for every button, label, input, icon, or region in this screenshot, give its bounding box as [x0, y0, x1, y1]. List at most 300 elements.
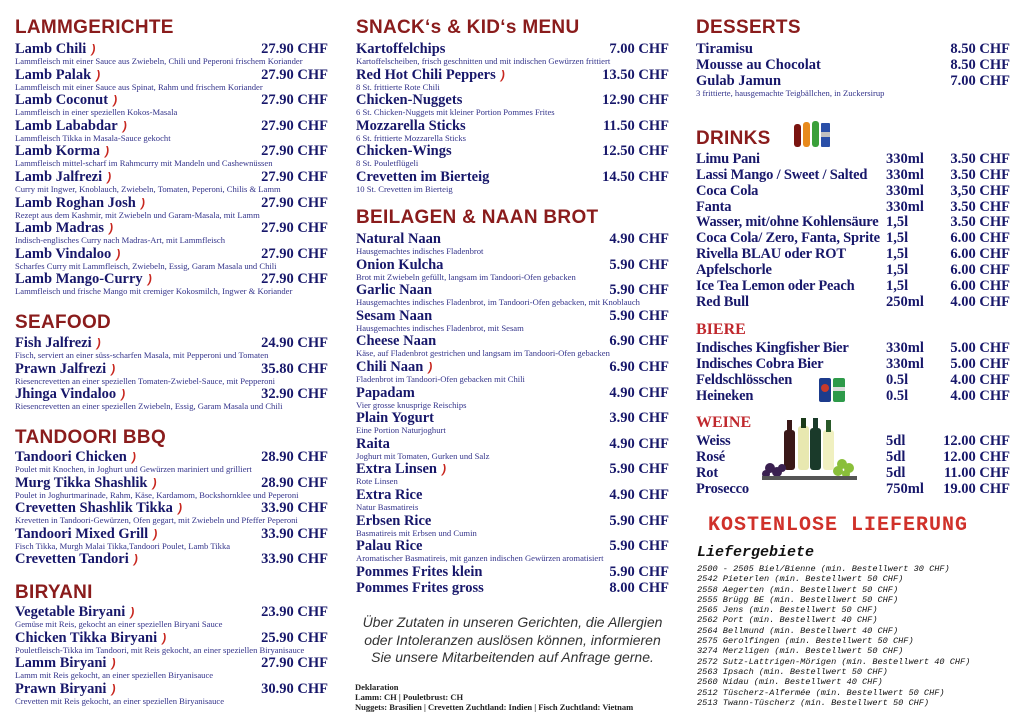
item-description: 6 St. frittierte Mozzarella Sticks — [356, 132, 467, 143]
item-price: 8.50 CHF — [950, 57, 1010, 73]
drink-volume: 330ml — [886, 166, 924, 183]
menu-item — [15, 526, 328, 552]
item-price: 5.90 CHF — [609, 538, 669, 555]
drink-price: 4.00 CHF — [950, 293, 1010, 310]
heading-weine: WEINE — [696, 414, 752, 431]
item-description: Pouletfleisch-Tikka im Tandoori, mit Reis gekocht, an einer speziellen Biryanisauce — [15, 644, 305, 655]
item-price: 25.90 CHF — [261, 629, 328, 646]
item-name-text: Chicken-Wings — [356, 143, 452, 160]
drink-item — [696, 294, 1010, 310]
chili-icon: ) — [111, 656, 116, 671]
item-price: 30.90 CHF — [261, 680, 328, 697]
item-name-text: Lamb Roghan Josh — [15, 194, 136, 211]
item-description: Fladenbrot im Tandoori-Ofen gebacken mit Chili — [356, 373, 525, 384]
item-name-text: Chili Naan — [356, 358, 424, 375]
menu-item — [356, 118, 669, 144]
drink-price: 4.00 CHF — [950, 371, 1010, 388]
drink-name: Apfelschorle — [696, 261, 772, 278]
item-description: Lammfleisch mit einer Sauce aus Spinat, Rahm und frischem Koriander — [15, 81, 263, 92]
item-description: Kartoffelscheiben, frisch geschnitten und mit indischen Gewürzen frittiert — [356, 56, 611, 66]
drink-name: Prosecco — [696, 480, 749, 497]
item-price: 35.80 CHF — [261, 360, 328, 377]
item-price: 32.90 CHF — [261, 386, 328, 403]
drink-name: Rot — [696, 464, 718, 481]
menu-item — [356, 257, 669, 283]
drink-price: 4.00 CHF — [950, 387, 1010, 404]
item-price: 4.90 CHF — [609, 231, 669, 247]
item-price: 33.90 CHF — [261, 525, 328, 542]
item-name-text: Lamb Lababdar — [15, 117, 118, 134]
chili-icon: ) — [96, 336, 101, 350]
drink-item — [696, 388, 1010, 404]
list-biryani — [15, 604, 328, 706]
menu-item — [696, 41, 1010, 57]
chili-icon: ) — [116, 246, 121, 261]
item-name-text: Pommes Frites gross — [356, 579, 484, 596]
chili-icon: ) — [111, 361, 116, 376]
drink-volume: 330ml — [886, 355, 924, 372]
item-description: Hausgemachtes indisches Fladenbrot, im Tandoori-Ofen gebacken, mit Knoblauch — [356, 297, 640, 308]
chili-icon: ) — [152, 475, 157, 490]
drink-name: Indisches Kingfisher Bier — [696, 340, 849, 356]
item-name-text: Garlic Naan — [356, 282, 433, 299]
item-description: Fisch, serviert an einer süss-scharfen Masala, mit Pepperoni und Tomaten — [15, 350, 269, 360]
item-name-text: Lamb Palak — [15, 66, 92, 83]
item-name-text: Pommes Frites klein — [356, 563, 483, 580]
item-name-text: Lamb Vindaloo — [15, 245, 112, 262]
menu-item — [15, 41, 328, 67]
item-price: 7.00 CHF — [950, 73, 1010, 89]
chili-icon: ) — [133, 552, 138, 567]
drink-price: 5.00 CHF — [950, 340, 1010, 356]
drink-item — [696, 262, 1010, 278]
chili-icon: ) — [104, 144, 109, 159]
menu-item — [356, 231, 669, 257]
drink-item — [696, 278, 1010, 294]
menu-item — [356, 308, 669, 334]
delivery-area: 3274 Merzligen (min. Bestellwert 50 CHF) — [697, 646, 904, 657]
item-description: Curry mit Ingwer, Knoblauch, Zwiebeln, Tomaten, Peperoni, Chilis & Lamm — [15, 183, 281, 194]
item-price: 4.90 CHF — [609, 384, 669, 401]
delivery-area: 2572 Sutz-Lattrigen-Mörigen (min. Bestellwert 40 CHF) — [697, 656, 971, 667]
drink-name: Fanta — [696, 198, 732, 215]
item-price: 8.50 CHF — [950, 41, 1010, 57]
item-description: Riesencrevetten an einer speziellen Zwiebeln, Essig, Garam Masala und Chili — [15, 401, 283, 412]
delivery-area: 2560 Nidau (min. Bestellwert 40 CHF) — [697, 677, 883, 688]
item-name-text: Lamb Coconut — [15, 92, 109, 109]
drink-volume: 330ml — [886, 198, 924, 215]
item-name-text: Lamb Korma — [15, 143, 100, 160]
drink-volume: 750ml — [886, 480, 924, 497]
chili-icon: ) — [162, 630, 167, 645]
chili-icon: ) — [441, 462, 446, 477]
delivery-area: 2563 Ipsach (min. Bestellwert 50 CHF) — [697, 666, 888, 677]
chili-icon: ) — [153, 526, 158, 541]
drink-price: 5.00 CHF — [950, 355, 1010, 372]
item-price: 27.90 CHF — [261, 143, 328, 160]
item-price: 27.90 CHF — [261, 92, 328, 109]
item-description: Krevetten in Tandoori-Gewürzen, Ofen gegart, mit Zwiebeln und Pfeffer Peperoni — [15, 515, 298, 526]
item-price: 12.90 CHF — [602, 92, 669, 109]
item-price: 27.90 CHF — [261, 220, 328, 237]
menu-item — [356, 143, 669, 169]
chili-icon: ) — [113, 93, 118, 108]
list-tandoori — [15, 449, 328, 567]
item-description: Scharfes Curry mit Lammfleisch, Zwiebeln, Essig, Garam Masala und Chili — [15, 260, 277, 271]
item-name-text: Lamb Madras — [15, 220, 105, 237]
menu-item — [356, 410, 669, 436]
drink-item — [696, 214, 1010, 230]
menu-item — [15, 630, 328, 656]
drink-item — [696, 167, 1010, 183]
item-price: 14.50 CHF — [602, 168, 669, 185]
item-name-text: Erbsen Rice — [356, 512, 432, 529]
delivery-area: 2555 Brügg BE (min. Bestellwert 50 CHF) — [697, 594, 899, 605]
drink-price: 3,50 CHF — [950, 182, 1010, 199]
item-price: 5.90 CHF — [609, 307, 669, 324]
item-description: Lammfleisch Tikka in Masala-Sauce gekocht — [15, 132, 171, 143]
chili-icon: ) — [122, 118, 127, 133]
item-description: Aromatischer Basmatireis, mit ganzen indischen Gewürzen aromatisiert — [356, 553, 604, 564]
menu-item — [356, 513, 669, 539]
item-description: Basmatireis mit Erbsen und Cumin — [356, 527, 477, 538]
drink-volume: 330ml — [886, 151, 924, 167]
drink-volume: 1,5l — [886, 277, 909, 294]
item-price: 23.90 CHF — [261, 604, 328, 620]
chili-icon: ) — [147, 272, 152, 287]
drink-item — [696, 340, 1010, 356]
menu-item — [15, 604, 328, 630]
drink-price: 11.00 CHF — [943, 464, 1010, 481]
item-price: 27.90 CHF — [261, 168, 328, 185]
item-description: Rote Linsen — [356, 476, 398, 487]
menu-item — [15, 271, 328, 297]
item-name-text: Raita — [356, 435, 390, 452]
drink-price: 12.00 CHF — [943, 448, 1010, 465]
item-name-text: Kartoffelchips — [356, 41, 446, 57]
delivery-area: 2564 Bellmund (min. Bestellwert 40 CHF) — [697, 625, 899, 636]
delivery-area: 2542 Pieterlen (min. Bestellwert 50 CHF) — [697, 574, 904, 585]
item-price: 4.90 CHF — [609, 486, 669, 503]
item-description: Natur Basmatireis — [356, 501, 419, 512]
drink-price: 6.00 CHF — [950, 246, 1010, 263]
delivery-areas-title: Liefergebiete — [697, 544, 815, 561]
drink-name: Rosé — [696, 448, 726, 465]
drink-item — [696, 230, 1010, 246]
declaration-line: Lamm: CH | Pouletbrust: CH — [355, 692, 464, 702]
drink-price: 3.50 CHF — [950, 166, 1010, 183]
drink-volume: 1,5l — [886, 214, 909, 231]
wine-bottles-image — [762, 418, 857, 480]
drink-name: Wasser, mit/ohne Kohlensäure — [696, 214, 879, 231]
drink-name: Rivella BLAU oder ROT — [696, 246, 846, 263]
item-price: 28.90 CHF — [261, 449, 328, 465]
list-snacks — [356, 41, 669, 195]
menu-item — [356, 41, 669, 67]
item-price: 6.90 CHF — [609, 358, 669, 375]
menu-item — [15, 92, 328, 118]
item-description: Gemüse mit Reis, gekocht an einer speziellen Biryani Sauce — [15, 619, 223, 629]
chili-icon: ) — [428, 359, 433, 374]
menu-item — [15, 500, 328, 526]
chili-icon: ) — [107, 169, 112, 184]
menu-item — [15, 118, 328, 144]
drink-price: 6.00 CHF — [950, 261, 1010, 278]
item-description: Fisch Tikka, Murgh Malai Tikka,Tandoori Poulet, Lamb Tikka — [15, 540, 231, 551]
delivery-area: 2513 Twann-Tüscherz (min. Bestellwert 50 CHF) — [697, 697, 930, 708]
item-name-text: Lamb Jalfrezi — [15, 168, 103, 185]
menu-item — [15, 67, 328, 93]
item-name-text: Mozzarella Sticks — [356, 117, 466, 134]
item-description: Crevetten mit Reis gekocht, an einer speziellen Biryanisauce — [15, 695, 225, 706]
item-description: Hausgemachtes indisches Fladenbrot — [356, 246, 484, 256]
item-price: 8.00 CHF — [609, 579, 669, 596]
chili-icon: ) — [177, 501, 182, 516]
menu-item — [15, 361, 328, 387]
menu-item — [356, 282, 669, 308]
item-price: 7.00 CHF — [609, 41, 669, 57]
item-price: 12.50 CHF — [602, 143, 669, 160]
chili-icon: ) — [500, 67, 505, 82]
item-price: 27.90 CHF — [261, 194, 328, 211]
item-price: 27.90 CHF — [261, 117, 328, 134]
item-price: 27.90 CHF — [261, 271, 328, 288]
drink-volume: 5dl — [886, 464, 906, 481]
item-name-text: Tiramisu — [696, 41, 753, 57]
chili-icon: ) — [140, 195, 145, 210]
item-name-text: Extra Rice — [356, 486, 423, 503]
soft-drinks-icon — [792, 118, 832, 148]
item-description: Lamm mit Reis gekocht, an einer speziellen Biryanisauce — [15, 670, 214, 681]
list-desserts — [696, 41, 1010, 99]
heading-biryani: BIRYANI — [15, 582, 93, 603]
item-name-text: Plain Yogurt — [356, 410, 435, 427]
drink-price: 12.00 CHF — [943, 433, 1010, 449]
allergy-note: Über Zutaten in unseren Gerichten, die Allergien oder Intoleranzen auslösen können, informieren Sie unsere Mitarbeitenden auf Anfrage gerne. — [362, 614, 663, 665]
menu-item — [356, 564, 669, 580]
item-name-text: Sesam Naan — [356, 307, 433, 324]
item-description: 10 St. Crevetten im Bierteig — [356, 183, 453, 194]
declaration-title: Deklaration — [355, 682, 399, 692]
drink-item — [696, 481, 1010, 497]
item-price: 5.90 CHF — [609, 563, 669, 580]
item-name-text: Lamb Mango-Curry — [15, 271, 143, 288]
heading-desserts: DESSERTS — [696, 17, 801, 38]
chili-icon: ) — [130, 605, 135, 619]
drink-item — [696, 246, 1010, 262]
drink-volume: 5dl — [886, 448, 906, 465]
menu-item — [15, 475, 328, 501]
item-price: 27.90 CHF — [261, 66, 328, 83]
drink-item — [696, 151, 1010, 167]
menu-item — [356, 436, 669, 462]
item-description: 6 St. Chicken-Nuggets mit kleiner Portion Pommes Frites — [356, 107, 555, 118]
menu-item — [15, 169, 328, 195]
heading-drinks: DRINKS — [696, 128, 771, 149]
drink-item — [696, 183, 1010, 199]
declaration-line: Nuggets: Brasilien | Crevetten Zuchtland: Indien | Fisch Zuchtland: Vietnam — [355, 702, 634, 712]
heading-biere: BIERE — [696, 321, 746, 338]
item-name-text: Crevetten Tandori — [15, 551, 129, 568]
item-name-text: Tandoori Mixed Grill — [15, 525, 149, 542]
menu-item — [15, 335, 328, 361]
delivery-area: 2512 Tüscherz-Alfermée (min. Bestellwert 50 CHF) — [697, 687, 945, 698]
heading-lammgerichte: LAMMGERICHTE — [15, 17, 174, 38]
drink-name: Feldschlösschen — [696, 371, 793, 388]
item-price: 27.90 CHF — [261, 245, 328, 262]
chili-icon: ) — [91, 42, 96, 56]
menu-item — [356, 538, 669, 564]
drink-price: 3.50 CHF — [950, 214, 1010, 231]
chili-icon: ) — [96, 67, 101, 82]
heading-beilagen: BEILAGEN & NAAN BROT — [356, 207, 599, 228]
drink-name: Ice Tea Lemon oder Peach — [696, 277, 855, 294]
menu-item — [15, 386, 328, 412]
drink-price: 3.50 CHF — [950, 198, 1010, 215]
drink-volume: 5dl — [886, 433, 906, 449]
menu-item — [356, 333, 669, 359]
item-name-text: Extra Linsen — [356, 461, 437, 478]
menu-item — [15, 143, 328, 169]
drink-name: Weiss — [696, 433, 731, 449]
item-name-text: Natural Naan — [356, 231, 441, 247]
menu-item — [356, 580, 669, 596]
item-description: Joghurt mit Tomaten, Gurken und Salz — [356, 450, 490, 461]
list-biere — [696, 340, 1010, 403]
item-name-text: Onion Kulcha — [356, 256, 444, 273]
delivery-area: 2575 Gerolfingen (min. Bestellwert 50 CHF) — [697, 636, 914, 647]
chili-icon: ) — [121, 387, 126, 402]
drink-volume: 1,5l — [886, 230, 909, 247]
item-description: Käse, auf Fladenbrot gestrichen und langsam im Tandoori-Ofen gebacken — [356, 348, 610, 359]
item-name-text: Gulab Jamun — [696, 73, 782, 89]
item-description: 8 St. Pouletflügeli — [356, 158, 419, 169]
item-name-text: Vegetable Biryani — [15, 604, 126, 620]
menu-item — [15, 195, 328, 221]
menu-item — [696, 57, 1010, 73]
drink-name: Indisches Cobra Bier — [696, 355, 824, 372]
item-name-text: Cheese Naan — [356, 333, 437, 350]
item-price: 3.90 CHF — [609, 410, 669, 427]
item-price: 6.90 CHF — [609, 333, 669, 350]
item-description: Poulet mit Knochen, in Joghurt und Gewürzen mariniert und grilliert — [15, 464, 252, 474]
heading-tandoori: TANDOORI BBQ — [15, 427, 167, 448]
drink-price: 19.00 CHF — [943, 480, 1010, 497]
menu-item — [15, 551, 328, 567]
item-price: 5.90 CHF — [609, 282, 669, 299]
drink-name: Red Bull — [696, 293, 749, 310]
drink-price: 6.00 CHF — [950, 277, 1010, 294]
drink-name: Coca Cola — [696, 182, 759, 199]
list-beilagen — [356, 231, 669, 596]
delivery-areas-list — [697, 564, 970, 708]
item-description: Hausgemachtes indisches Fladenbrot, mit Sesam — [356, 322, 524, 333]
item-name-text: Lamb Chili — [15, 41, 87, 57]
item-description: Riesencrevetten an einer speziellen Tomaten-Zwiebel-Sauce, mit Pepperoni — [15, 375, 276, 386]
item-price: 13.50 CHF — [602, 66, 669, 83]
menu-item — [356, 169, 669, 195]
item-price: 5.90 CHF — [609, 256, 669, 273]
drink-volume: 0.5l — [886, 371, 909, 388]
menu-item — [696, 73, 1010, 99]
drink-volume: 0.5l — [886, 387, 909, 404]
item-description: Vier grosse knusprige Reischips — [356, 399, 467, 410]
item-description: Brot mit Zwiebeln gefüllt, langsam im Tandoori-Ofen gebacken — [356, 271, 576, 282]
drink-price: 3.50 CHF — [950, 151, 1010, 167]
item-name-text: Tandoori Chicken — [15, 449, 127, 465]
item-name-text: Lamm Biryani — [15, 655, 107, 672]
item-description: Rezept aus dem Kashmir, mit Zwiebeln und Garam-Masala, mit Lamm — [15, 209, 260, 220]
item-price: 4.90 CHF — [609, 435, 669, 452]
drink-volume: 1,5l — [886, 246, 909, 263]
menu-item — [356, 385, 669, 411]
heading-seafood: SEAFOOD — [15, 312, 112, 333]
declaration — [355, 682, 633, 712]
item-price: 24.90 CHF — [261, 335, 328, 351]
drink-price: 6.00 CHF — [950, 230, 1010, 247]
item-description: 8 St. frittierte Rote Chili — [356, 81, 440, 92]
beer-cans-icon — [818, 377, 848, 403]
drink-name: Lassi Mango / Sweet / Salted — [696, 166, 868, 183]
item-price: 27.90 CHF — [261, 655, 328, 672]
item-description: Lammfleisch in einer speziellen Kokos-Masala — [15, 107, 178, 118]
drink-name: Limu Pani — [696, 151, 760, 167]
chili-icon: ) — [109, 221, 114, 236]
drink-name: Coca Cola/ Zero, Fanta, Sprite — [696, 230, 880, 247]
menu-item — [15, 681, 328, 707]
list-drinks — [696, 151, 1010, 309]
item-name-text: Papadam — [356, 384, 415, 401]
item-description: Indisch-englisches Curry nach Madras-Art, mit Lammfleisch — [15, 235, 226, 246]
chili-icon: ) — [111, 681, 116, 696]
chili-icon: ) — [131, 450, 136, 464]
delivery-area: 2562 Port (min. Bestellwert 40 CHF) — [697, 615, 878, 626]
item-description: Lammfleisch und frische Mango mit cremiger Kokosmilch, Ingwer & Koriander — [15, 286, 293, 297]
delivery-area: 2500 - 2505 Biel/Bienne (min. Bestellwert 30 CHF) — [697, 564, 950, 574]
item-name-text: Mousse au Chocolat — [696, 57, 821, 73]
menu-item — [356, 461, 669, 487]
item-description: Poulet in Joghurtmarinade, Rahm, Käse, Kardamom, Bockshornklee und Peperoni — [15, 489, 299, 500]
menu-item — [356, 359, 669, 385]
delivery-area: 2558 Aegerten (min. Bestellwert 50 CHF) — [697, 584, 899, 595]
item-price: 28.90 CHF — [261, 474, 328, 491]
menu-item — [15, 220, 328, 246]
item-name-text: Murg Tikka Shashlik — [15, 474, 148, 491]
delivery-area: 2565 Jens (min. Bestellwert 50 CHF) — [697, 605, 878, 616]
drink-item — [696, 372, 1010, 388]
menu-item — [15, 655, 328, 681]
item-name-text: Prawn Jalfrezi — [15, 360, 107, 377]
drink-item — [696, 199, 1010, 215]
item-name-text: Red Hot Chili Peppers — [356, 66, 496, 83]
item-description: 3 frittierte, hausgemachte Teigbällchen, in Zuckersirup — [696, 88, 885, 98]
drink-volume: 1,5l — [886, 261, 909, 278]
item-name-text: Fish Jalfrezi — [15, 335, 92, 351]
list-seafood — [15, 335, 328, 412]
menu-item — [356, 92, 669, 118]
item-price: 11.50 CHF — [602, 117, 669, 134]
item-price: 27.90 CHF — [261, 41, 328, 57]
drink-volume: 250ml — [886, 293, 924, 310]
menu-item — [356, 487, 669, 513]
item-name-text: Chicken Tikka Biryani — [15, 629, 158, 646]
item-price: 5.90 CHF — [609, 512, 669, 529]
drink-name: Heineken — [696, 387, 754, 404]
item-price: 33.90 CHF — [261, 500, 328, 517]
item-name-text: Palau Rice — [356, 538, 423, 555]
item-name-text: Jhinga Vindaloo — [15, 386, 117, 403]
item-price: 5.90 CHF — [609, 461, 669, 478]
